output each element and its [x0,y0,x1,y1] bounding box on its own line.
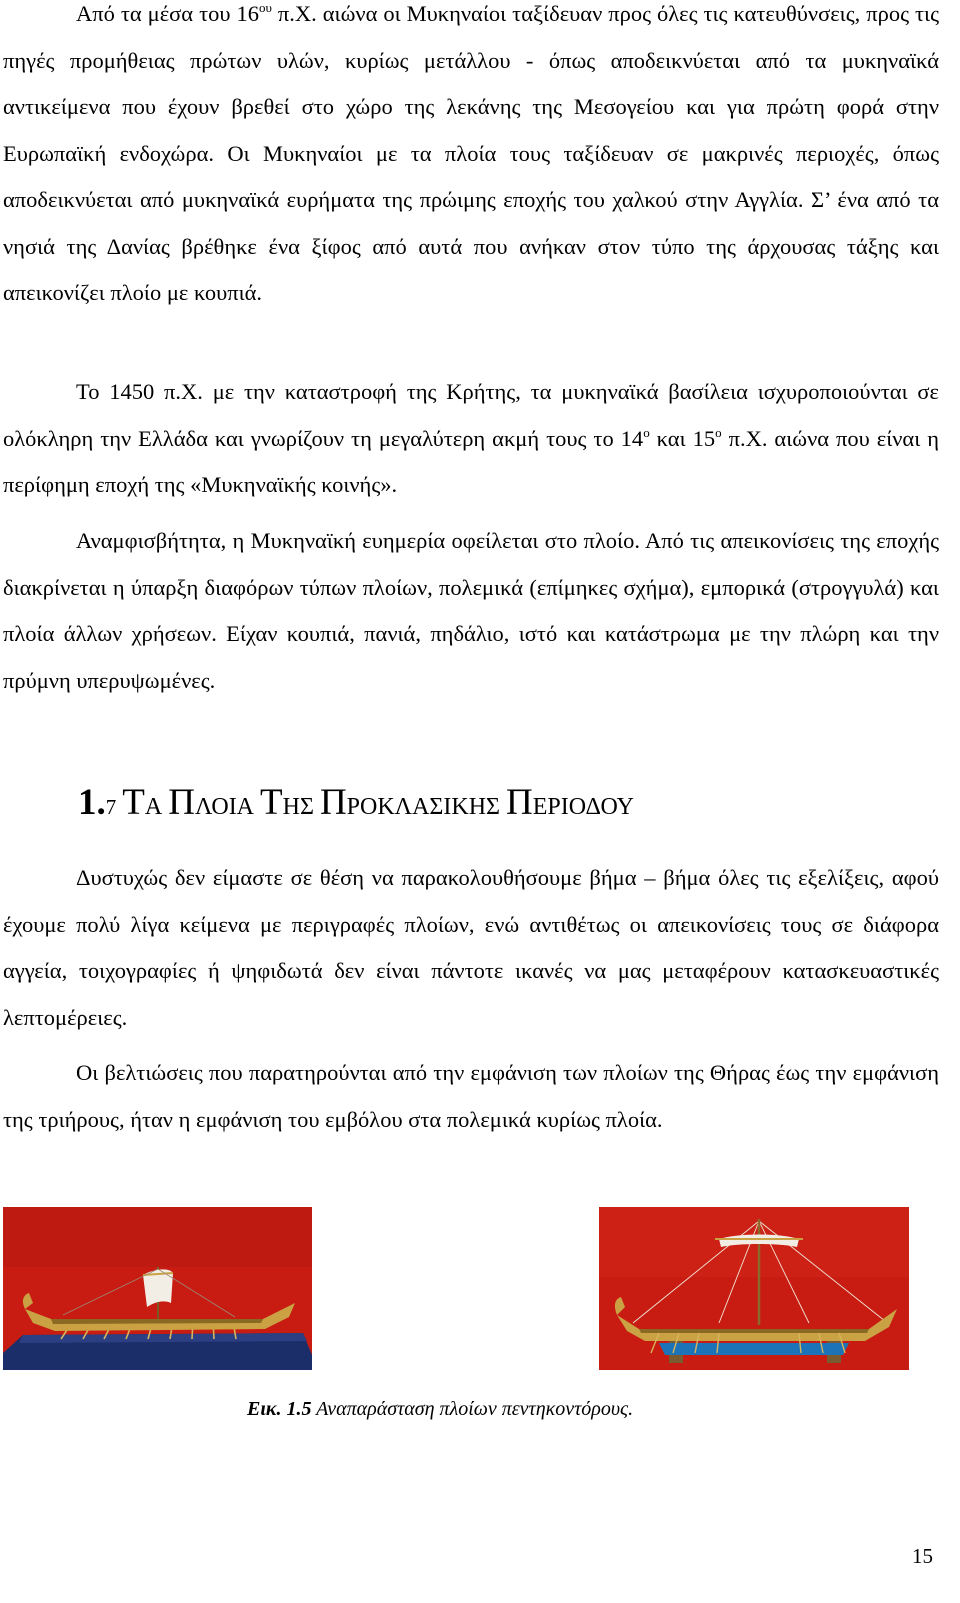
ship-model-photo-left [3,1207,312,1370]
ship-model-left-image [3,1207,312,1370]
paragraph-4: Δυστυχώς δεν είμαστε σε θέση να παρακολουθήσουμε βήμα – βήμα όλες τις εξελίξεις, αφού έχουμε πολύ λίγα κείμενα με περιγραφές πλοίων, ενώ αντιθέτως οι απεικονίσεις τους σε διάφορα αγγεία, τοιχογραφίες ή ψηφιδωτά δεν είναι πάντοτε ικανές να μας μεταφέρουν κατασκευαστικές λεπτομέρειες. [3,865,939,1030]
figure-label: Εικ. 1.5 [247,1398,312,1420]
ship-model-right-image [599,1207,909,1370]
paragraph-2: Το 1450 π.Χ. με την καταστροφή της Κρήτης, τα μυκηναϊκά βασίλεια ισχυροποιούνται σε ολόκληρη την Ελλάδα και γνωρίζουν τη μεγαλύτερη ακμή τους το $14^o$ και $15^o$ π.Χ. αιώνα που είναι η περίφημη εποχή της «Μυκηναϊκής κοινής». [3,379,939,497]
section-heading: 1.7 ΤΑ ΠΛΟΙΑ ΤΗΣ ΠΡΟΚΛΑΣΙΚΗΣ ΠΕΡΙΟΔΟΥ [78,782,634,823]
figure-caption-text: Αναπαράσταση πλοίων πεντηκοντόρους. [311,1398,634,1420]
figure-caption [247,1398,633,1421]
paragraph-3: Αναμφισβήτητα, η Μυκηναϊκή ευημερία οφείλεται στο πλοίο. Από τις απεικονίσεις της εποχής διακρίνεται η ύπαρξη διαφόρων τύπων πλοίων, πολεμικά (επίμηκες σχήμα), εμπορικά (στρογγυλά) και πλοία άλλων χρήσεων. Είχαν κουπιά, πανιά, πηδάλιο, ιστό και κατάστρωμα με την πλώρη και την πρύμνη υπερυψωμένες. [3,528,939,693]
page-number: 15 [912,1544,933,1568]
paragraph-5: Οι βελτιώσεις που παρατηρούνται από την εμφάνιση των πλοίων της Θήρας έως την εμφάνιση της τριήρους, ήταν η εμφάνιση του εμβόλου στα πολεμικά κυρίως πλοία. [3,1060,939,1132]
ship-model-photo-right [599,1207,909,1370]
paragraph-1: Από τα μέσα του $16^{o\upsilon}$ π.Χ. αιώνα οι Μυκηναίοι ταξίδευαν προς όλες τις κατευθύνσεις, προς τις πηγές προμήθειας πρώτων υλών, κυρίως μετάλλου - όπως αποδεικνύεται από τα μυκηναϊκά αντικείμενα που έχουν βρεθεί στο χώρο της λεκάνης της Μεσογείου και για πρώτη φορά στην Ευρωπαϊκή ενδοχώρα. Οι Μυκηναίοι με τα πλοία τους ταξίδευαν σε μακρινές περιοχές, όπως αποδεικνύεται από μυκηναϊκά ευρήματα της πρώιμης εποχής του χαλκού στην Αγγλία. Σ’ ένα από τα νησιά της Δανίας βρέθηκε ένα ξίφος από αυτά που ανήκαν στον τύπο της άρχουσας τάξης και απεικονίζει πλοίο με κουπιά. [3,0,939,305]
